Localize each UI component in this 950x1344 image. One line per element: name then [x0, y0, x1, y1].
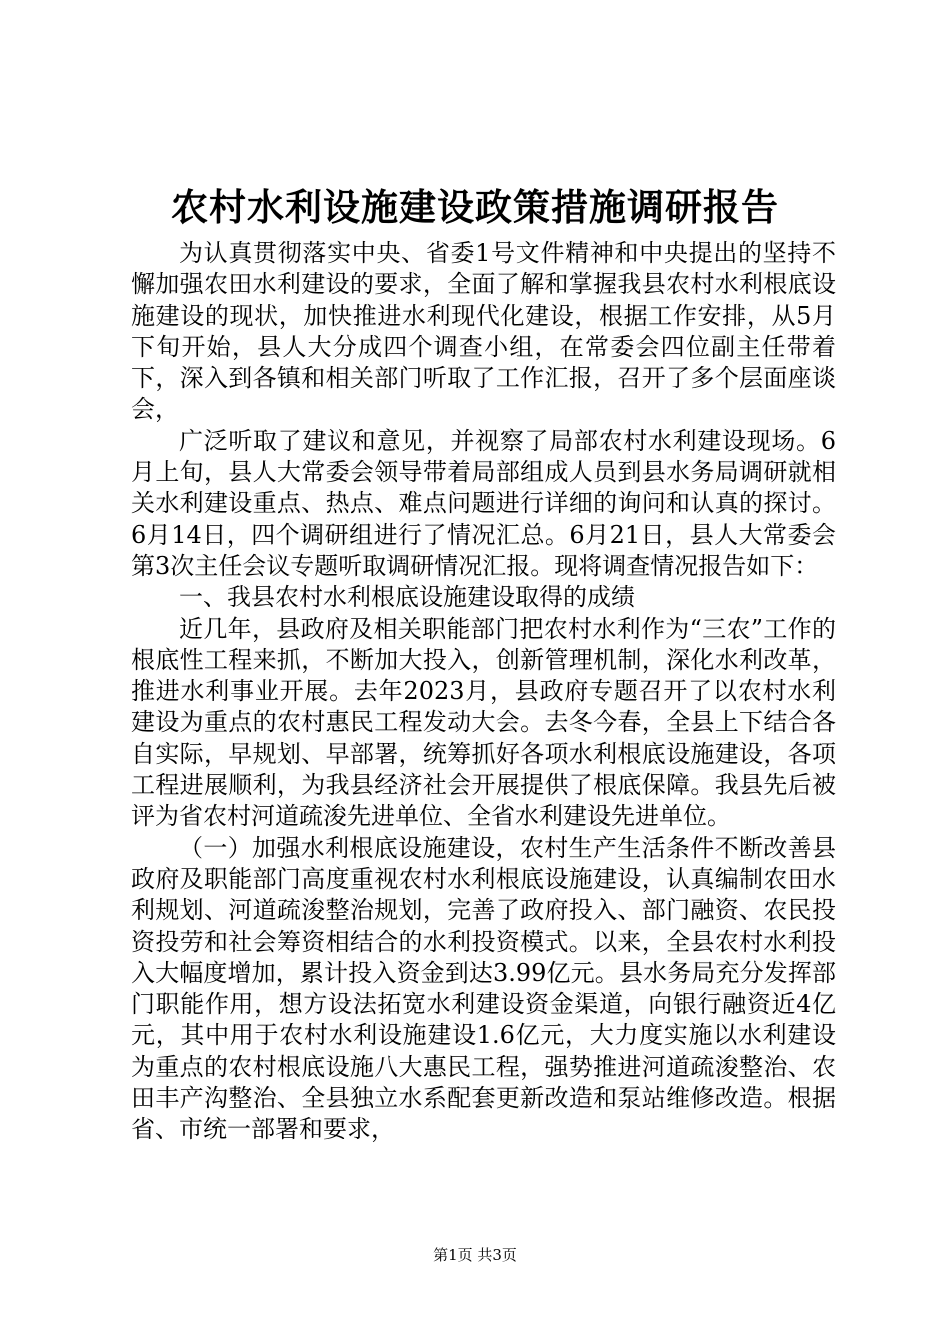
document-title: 农村水利设施建设政策措施调研报告 — [171, 185, 779, 229]
paragraph-infrastructure: （一）加强水利根底设施建设，农村生产生活条件不断改善县政府及职能部门高度重视农村水利根底设施建设，认真编制农田水利规划、河道疏浚整治规划，完善了政府投入、部门融资、农民投资投劳和社会筹资相结合的水利投资模式。以来，全县农村水利投入大幅度增加，累计投入资金到达3.99亿元。县水务局充分发挥部门职能作用，想方设法拓宽水利建设资金渠道，向银行融资近4亿元，其中用于农村水利设施建设1.6亿元，大力度实施以水利建设为重点的农村根底设施八大惠民工程，强势推进河道疏浚整治、农田丰产沟整治、全县独立水系配套更新改造和泵站维修改造。根据省、市统一部署和要求， — [131, 833, 836, 1144]
paragraph-achievements: 近几年，县政府及相关职能部门把农村水利作为“三农”工作的根底性工程来抓，不断加大投入，创新管理机制，深化水利改革，推进水利事业开展。去年2023月，县政府专题召开了以农村水利建设为重点的农村惠民工程发动大会。去冬今春，全县上下结合各自实际，早规划、早部署，统筹抓好各项水利根底设施建设，各项工程进展顺利，为我县经济社会开展提供了根底保障。我县先后被评为省农村河道疏浚先进单位、全省水利建设先进单位。 — [131, 614, 836, 831]
page-number-footer: 第1页 共3页 — [433, 1246, 517, 1264]
paragraph-investigation: 广泛听取了建议和意见，并视察了局部农村水利建设现场。6月上旬，县人大常委会领导带着局部组成人员到县水务局调研就相关水利建设重点、热点、难点问题进行详细的询问和认真的探讨。6月14日，四个调研组进行了情况汇总。6月21日，县人大常委会第3次主任会议专题听取调研情况汇报。现将调查情况报告如下： — [131, 426, 836, 580]
section-heading-achievements: 一、我县农村水利根底设施建设取得的成绩 — [179, 583, 635, 612]
paragraph-intro: 为认真贯彻落实中央、省委1号文件精神和中央提出的坚持不懈加强农田水利建设的要求，全面了解和掌握我县农村水利根底设施建设的现状，加快推进水利现代化建设，根据工作安排，从5月下旬开始，县人大分成四个调查小组，在常委会四位副主任带着下，深入到各镇和相关部门听取了工作汇报，召开了多个层面座谈会， — [131, 239, 836, 424]
document-body — [131, 238, 836, 1146]
